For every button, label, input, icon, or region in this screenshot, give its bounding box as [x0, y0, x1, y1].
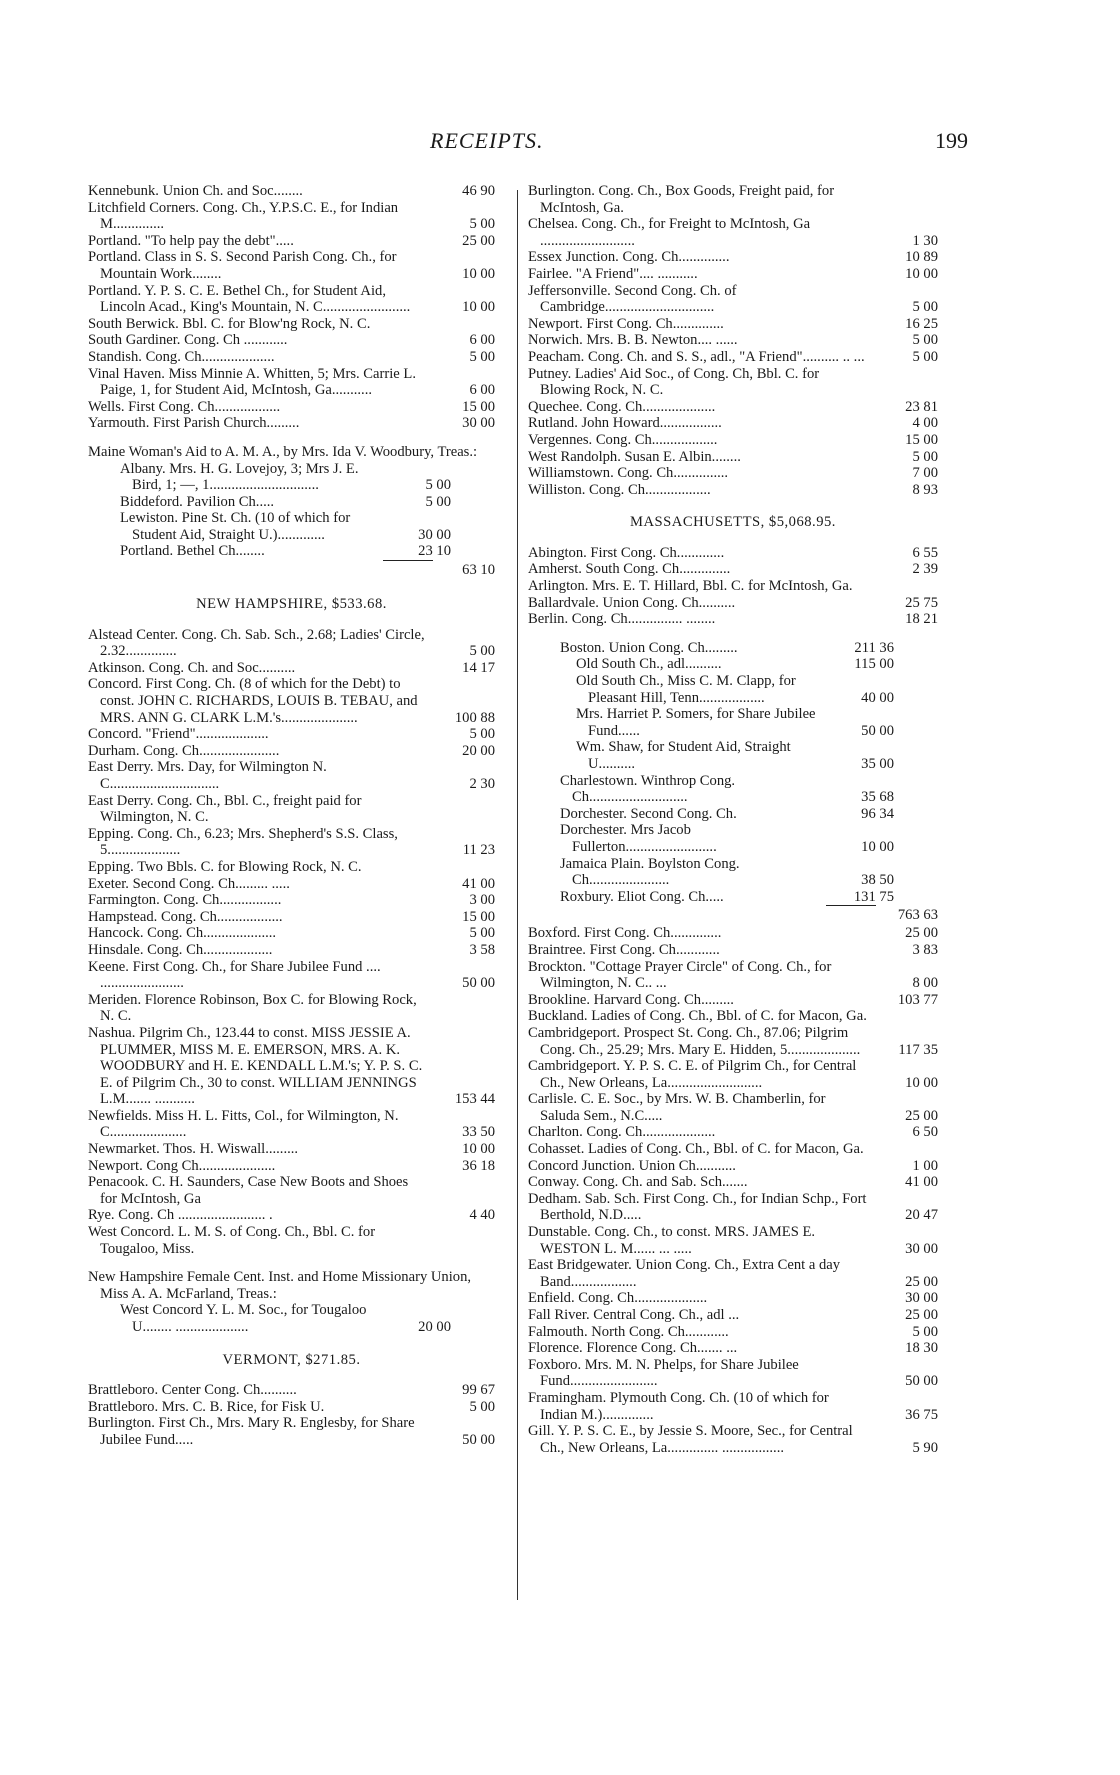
entry-amount: 3 00 — [469, 892, 495, 909]
entry-text: Albany. Mrs. H. G. Lovejoy, 3; Mrs J. E. Bird, 1; —, 1.............................. — [120, 460, 359, 494]
entry-text: Burlington. Cong. Ch., Box Goods, Freight paid, for McIntosh, Ga. — [528, 183, 835, 216]
entry-text: Carlisle. C. E. Soc., by Mrs. W. B. Chamberlin, for Saluda Sem., N.C..... — [528, 1091, 826, 1124]
entry-text: Alstead Center. Cong. Ch. Sab. Sch., 2.68; Ladies' Circle, 2.32.............. — [88, 626, 425, 660]
entry-text: East Derry. Cong. Ch., Bbl. C., freight paid for Wilmington, N. C. — [88, 792, 362, 826]
entry-amount: 5 00 — [425, 493, 451, 510]
entry-text: Rutland. John Howard................. — [528, 415, 722, 432]
receipt-entry — [88, 1025, 495, 1108]
receipt-entry — [528, 465, 938, 482]
receipt-entry — [528, 415, 938, 432]
running-title: RECEIPTS. — [430, 128, 544, 153]
entry-text: Biddeford. Pavilion Ch..... — [120, 493, 275, 510]
entry-text: Chelsea. Cong. Ch., for Freight to McIntosh, Ga .......................... — [528, 216, 811, 249]
receipt-entry — [88, 726, 495, 743]
receipt-entry — [88, 332, 495, 349]
receipt-entry — [528, 399, 938, 416]
entry-amount: 8 00 — [912, 975, 938, 992]
entry-text: Fall River. Central Cong. Ch., adl ... — [528, 1307, 740, 1323]
receipt-entry — [88, 1399, 495, 1416]
entry-text: Vinal Haven. Miss Minnie A. Whitten, 5; Mrs. Carrie L. Paige, 1, for Student Aid, McIntosh, Ga........... — [88, 365, 416, 399]
entry-text: Dorchester. Second Cong. Ch. — [560, 805, 737, 822]
entry-amount: 46 90 — [462, 183, 495, 199]
entry-amount: 30 00 — [905, 1240, 938, 1257]
entry-text: Vergennes. Cong. Ch.................. — [528, 431, 718, 448]
receipt-entry — [88, 1224, 495, 1257]
entry-amount: 2 30 — [469, 776, 495, 792]
receipt-entry — [528, 1224, 938, 1257]
entry-amount: 18 30 — [905, 1340, 938, 1357]
entry-text: Concord. "Friend".................... — [88, 726, 269, 743]
entry-text: Abington. First Cong. Ch............. — [528, 544, 725, 561]
receipt-entry — [528, 611, 938, 628]
entry-amount: 30 00 — [462, 415, 495, 432]
entry-text: Falmouth. North Cong. Ch............ — [528, 1323, 729, 1340]
entry-amount: 15 00 — [905, 431, 938, 448]
entry-text: Old South Ch., adl.......... — [576, 656, 722, 673]
receipt-entry — [88, 826, 495, 859]
receipt-entry — [88, 415, 495, 432]
entry-amount: 10 00 — [905, 265, 938, 282]
receipt-entry — [528, 856, 938, 889]
receipt-entry — [88, 316, 495, 333]
entry-amount: 11 23 — [462, 842, 495, 859]
receipt-entry — [88, 1174, 495, 1207]
entry-text: Brockton. "Cottage Prayer Circle" of Cong. Ch., for Wilmington, N. C.. ... — [528, 958, 832, 992]
entry-text: West Randolph. Susan E. Albin........ — [528, 448, 741, 465]
entry-text: Dorchester. Mrs Jacob Fullerton......................... — [560, 822, 717, 855]
entry-text: Buckland. Ladies of Cong. Ch., Bbl. of C. for Macon, Ga. — [528, 1008, 867, 1025]
entry-text: Penacook. C. H. Saunders, Case New Boots and Shoes for McIntosh, Ga — [88, 1174, 409, 1207]
entry-text: Ballardvale. Union Cong. Ch.......... — [528, 594, 736, 611]
entry-text: Cambridgeport. Prospect St. Cong. Ch., 87.06; Pilgrim Cong. Ch., 25.29; Mrs. Mary E. Hidden, 5.................... — [528, 1024, 861, 1058]
entry-amount: 5 00 — [912, 348, 938, 365]
entry-amount: 33 50 — [462, 1124, 495, 1141]
receipt-entry — [528, 1124, 938, 1141]
entry-text: Jamaica Plain. Boylston Cong. Ch...................... — [560, 855, 740, 889]
subtotal — [88, 560, 495, 580]
entry-text: Newfields. Miss H. L. Fitts, Col., for Wilmington, N. C..................... — [88, 1107, 399, 1141]
receipt-entry — [528, 1008, 938, 1025]
spacer — [528, 628, 938, 640]
receipt-entry — [528, 1141, 938, 1158]
entry-text: East Derry. Mrs. Day, for Wilmington N. C.............................. — [88, 759, 327, 792]
receipt-entry — [88, 859, 495, 876]
receipt-entry — [88, 909, 495, 926]
entry-amount: 5 00 — [469, 216, 495, 233]
entry-amount: 50 00 — [861, 722, 894, 739]
receipt-entry — [88, 1415, 495, 1448]
subtotal-amount: 763 63 — [897, 907, 938, 924]
receipt-entry — [88, 510, 495, 543]
receipt-entry — [88, 676, 495, 726]
receipt-entry — [528, 482, 938, 499]
entry-amount: 5 00 — [425, 477, 451, 494]
receipt-entry — [528, 249, 938, 266]
section-heading: MASSACHUSETTS, $5,068.95. — [630, 514, 836, 531]
entry-amount: 10 00 — [462, 1141, 495, 1158]
entry-text: Portland. "To help pay the debt"..... — [88, 232, 294, 249]
receipt-entry — [528, 1174, 938, 1191]
entry-amount: 6 55 — [912, 544, 938, 561]
entry-amount: 35 00 — [861, 756, 894, 772]
receipt-entry — [88, 543, 495, 560]
receipt-entry — [528, 1307, 938, 1324]
receipt-entry — [88, 1302, 495, 1335]
entry-amount: 5 00 — [912, 299, 938, 316]
entry-text: Concord. First Cong. Ch. (8 of which for the Debt) to const. JOHN C. RICHARDS, LOUIS B. TEBAU, and MRS. ANN G. CLARK L.M.'s..................... — [88, 676, 418, 726]
entry-amount: 6 00 — [469, 382, 495, 399]
entry-amount: 23 81 — [905, 398, 938, 415]
entry-text: Keene. First Cong. Ch., for Share Jubilee Fund .... ....................... — [88, 958, 381, 992]
entry-text: Concord Junction. Union Ch........... — [528, 1157, 736, 1174]
entry-text: Dunstable. Cong. Ch., to const. MRS. JAMES E. WESTON L. M...... ... ..... — [528, 1224, 816, 1257]
receipt-entry — [528, 942, 938, 959]
entry-amount: 2 39 — [912, 561, 938, 578]
section-heading: NEW HAMPSHIRE, $533.68. — [196, 596, 387, 613]
receipt-entry — [88, 892, 495, 909]
entry-text: Mrs. Harriet P. Somers, for Share Jubilee Fund...... — [576, 706, 816, 739]
group-intro — [88, 444, 495, 461]
entry-text: Portland. Class in S. S. Second Parish Cong. Ch., for Mountain Work........ — [88, 249, 397, 282]
entry-amount: 5 00 — [912, 1323, 938, 1340]
entry-amount: 18 21 — [905, 611, 938, 628]
entry-text: Dedham. Sab. Sch. First Cong. Ch., for Indian Schp., Fort Berthold, N.D..... — [528, 1190, 867, 1224]
entry-amount: 5 00 — [912, 448, 938, 465]
receipt-entry — [88, 1382, 495, 1399]
entry-text: Newport. First Cong. Ch.............. — [528, 315, 724, 332]
receipt-entry — [88, 759, 495, 792]
receipt-entry — [528, 739, 938, 772]
entry-text: Nashua. Pilgrim Ch., 123.44 to const. MISS JESSIE A. PLUMMER, MISS M. E. EMERSON, MRS. A. K. WOODBURY and H. E. KENDALL L.M.'s; Y. P. S. C. E. of Pilgrim Ch., 30 to const. WILLIAM JENNINGS L.M....... ........... — [88, 1024, 423, 1108]
entry-text: New Hampshire Female Cent. Inst. and Home Missionary Union, Miss A. A. McFarland, Treas.: — [88, 1269, 472, 1302]
entry-amount: 3 58 — [469, 941, 495, 958]
entry-text: Fairlee. "A Friend".... ........... — [528, 265, 698, 282]
entry-amount: 25 75 — [905, 594, 938, 611]
receipt-entry — [88, 200, 495, 233]
entry-amount: 6 50 — [912, 1124, 938, 1141]
receipt-entry — [88, 233, 495, 250]
entry-text: Durham. Cong. Ch...................... — [88, 742, 280, 759]
entry-amount: 10 00 — [905, 1074, 938, 1091]
entry-text: Berlin. Cong. Ch............... ........ — [528, 611, 716, 628]
entry-amount: 5 00 — [469, 726, 495, 743]
entry-amount: 7 00 — [912, 465, 938, 482]
entry-text: Atkinson. Cong. Ch. and Soc.......... — [88, 659, 296, 676]
entry-text: Maine Woman's Aid to A. M. A., by Mrs. Ida V. Woodbury, Treas.: — [88, 443, 478, 460]
entry-text: Charlton. Cong. Ch.................... — [528, 1124, 716, 1141]
entry-text: Hampstead. Cong. Ch.................. — [88, 908, 283, 925]
entry-amount: 10 00 — [861, 838, 894, 855]
entry-amount: 5 00 — [469, 348, 495, 365]
receipt-entry — [88, 366, 495, 399]
receipt-entry — [528, 706, 938, 739]
entry-amount: 115 00 — [854, 656, 894, 673]
entry-amount: 1 30 — [912, 232, 938, 249]
entry-amount: 50 00 — [905, 1373, 938, 1390]
entry-amount: 16 25 — [905, 315, 938, 332]
entry-text: Standish. Cong. Ch.................... — [88, 348, 275, 365]
entry-text: Braintree. First Cong. Ch............ — [528, 941, 720, 958]
receipt-entry — [528, 1025, 938, 1058]
receipt-entry — [528, 656, 938, 673]
entry-text: Epping. Cong. Ch., 6.23; Mrs. Shepherd's S.S. Class, 5.................... — [88, 825, 398, 859]
entry-amount: 25 00 — [905, 1307, 938, 1323]
entry-text: Hinsdale. Cong. Ch................... — [88, 941, 273, 958]
entry-text: Conway. Cong. Ch. and Sab. Sch....... — [528, 1174, 748, 1191]
entry-text: Quechee. Cong. Ch.................... — [528, 398, 716, 415]
entry-text: Newport. Cong Ch..................... — [88, 1157, 276, 1174]
entry-amount: 1 00 — [912, 1157, 938, 1174]
receipt-entry — [528, 1324, 938, 1341]
receipt-entry — [88, 461, 495, 494]
entry-amount: 20 47 — [905, 1207, 938, 1224]
entry-amount: 5 00 — [469, 643, 495, 660]
entry-amount: 38 50 — [861, 872, 894, 889]
receipt-entry — [528, 349, 938, 366]
entry-amount: 15 00 — [462, 908, 495, 925]
entry-amount: 153 44 — [454, 1091, 495, 1108]
receipt-entry — [528, 595, 938, 612]
entry-amount: 10 00 — [462, 265, 495, 282]
entry-text: Brattleboro. Mrs. C. B. Rice, for Fisk U. — [88, 1398, 325, 1415]
subtotal — [528, 905, 938, 925]
receipt-entry — [528, 449, 938, 466]
receipt-entry — [88, 1141, 495, 1158]
receipt-entry — [88, 925, 495, 942]
section-heading: VERMONT, $271.85. — [222, 1351, 361, 1368]
receipt-entry — [528, 925, 938, 942]
entry-text: Brookline. Harvard Cong. Ch......... — [528, 991, 734, 1008]
entry-amount: 30 00 — [905, 1290, 938, 1307]
entry-text: Lewiston. Pine St. Ch. (10 of which for Student Aid, Straight U.)............. — [120, 510, 351, 543]
receipt-entry — [88, 992, 495, 1025]
entry-amount: 96 34 — [861, 805, 894, 822]
entry-text: Williamstown. Cong. Ch............... — [528, 465, 729, 482]
receipt-entry — [88, 1207, 495, 1224]
entry-text: Boston. Union Cong. Ch......... — [560, 639, 738, 656]
receipt-entry — [528, 640, 938, 657]
entry-amount: 10 00 — [462, 299, 495, 316]
entry-amount: 5 00 — [912, 332, 938, 349]
receipt-entry — [528, 1290, 938, 1307]
receipt-entry — [528, 822, 938, 855]
receipt-entry — [528, 545, 938, 562]
subtotal-rule — [383, 560, 433, 561]
entry-text: Enfield. Cong. Ch.................... — [528, 1290, 708, 1307]
entry-amount: 5 00 — [469, 925, 495, 942]
receipt-entry — [528, 959, 938, 992]
receipt-entry — [88, 660, 495, 677]
entry-text: Portland. Y. P. S. C. E. Bethel Ch., for Student Aid, Lincoln Acad., King's Mountain, N. C........................ — [88, 282, 411, 316]
receipt-entry — [528, 1357, 938, 1390]
receipt-entry — [528, 889, 938, 906]
receipt-entry — [528, 266, 938, 283]
subtotal-rule — [826, 905, 876, 906]
receipt-entry — [528, 1158, 938, 1175]
entry-amount: 6 00 — [469, 332, 495, 349]
entry-text: Putney. Ladies' Aid Soc., of Cong. Ch, Bbl. C. for Blowing Rock, N. C. — [528, 365, 820, 399]
entry-amount: 14 17 — [462, 659, 495, 676]
entry-text: Cambridgeport. Y. P. S. C. E. of Pilgrim Ch., for Central Ch., New Orleans, La.......................... — [528, 1058, 857, 1091]
entry-text: Florence. Florence Cong. Ch....... ... — [528, 1340, 738, 1357]
receipt-entry — [88, 793, 495, 826]
entry-amount: 4 40 — [469, 1207, 495, 1224]
entry-text: Williston. Cong. Ch.................. — [528, 481, 711, 498]
entry-text: Meriden. Florence Robinson, Box C. for Blowing Rock, N. C. — [88, 991, 417, 1025]
entry-amount: 15 00 — [462, 398, 495, 415]
entry-text: West Concord. L. M. S. of Cong. Ch., Bbl. C. for Tougaloo, Miss. — [88, 1224, 376, 1257]
spacer — [88, 432, 495, 444]
entry-text: West Concord Y. L. M. Soc., for Tougaloo U........ .................... — [120, 1302, 367, 1335]
entry-amount: 117 35 — [898, 1041, 938, 1058]
entry-amount: 50 00 — [462, 975, 495, 992]
entry-text: Hancock. Cong. Ch.................... — [88, 925, 277, 942]
receipt-entry — [528, 1390, 938, 1423]
entry-amount: 50 00 — [462, 1431, 495, 1448]
entry-text: South Gardiner. Cong. Ch ............ — [88, 332, 288, 349]
receipt-entry — [88, 942, 495, 959]
receipt-entry — [528, 366, 938, 399]
entry-amount: 3 83 — [912, 941, 938, 958]
spacer — [88, 1257, 495, 1269]
entry-amount: 40 00 — [861, 689, 894, 706]
entry-text: Wells. First Cong. Ch.................. — [88, 398, 281, 415]
entry-text: Essex Junction. Cong. Ch.............. — [528, 249, 730, 266]
left-column — [88, 183, 495, 1449]
entry-amount: 41 00 — [905, 1174, 938, 1191]
entry-amount: 99 67 — [462, 1382, 495, 1399]
entry-amount: 5 00 — [469, 1398, 495, 1415]
receipt-entry — [88, 743, 495, 760]
receipt-entry — [528, 673, 938, 706]
entry-amount: 36 75 — [905, 1406, 938, 1423]
receipt-entry — [528, 1058, 938, 1091]
entry-text: Kennebunk. Union Ch. and Soc........ — [88, 183, 303, 199]
entry-text: Framingham. Plymouth Cong. Ch. (10 of which for Indian M.).............. — [528, 1389, 829, 1423]
receipt-entry — [528, 1423, 938, 1456]
receipt-entry — [528, 578, 938, 595]
receipt-entry — [88, 627, 495, 660]
receipt-entry — [528, 332, 938, 349]
entry-text: Burlington. First Ch., Mrs. Mary R. Englesby, for Share Jubilee Fund..... — [88, 1415, 415, 1448]
entry-amount: 20 00 — [462, 742, 495, 759]
entry-amount: 25 00 — [905, 925, 938, 942]
entry-text: Wm. Shaw, for Student Aid, Straight U.......... — [576, 739, 791, 772]
entry-amount: 36 18 — [462, 1157, 495, 1174]
receipt-entry — [88, 349, 495, 366]
entry-text: Litchfield Corners. Cong. Ch., Y.P.S.C. E., for Indian M.............. — [88, 199, 399, 233]
entry-amount: 131 75 — [853, 888, 894, 905]
entry-text: Brattleboro. Center Cong. Ch.......... — [88, 1382, 297, 1399]
subtotal-amount: 63 10 — [462, 562, 495, 579]
entry-amount: 10 89 — [905, 249, 938, 266]
receipt-entry — [88, 1108, 495, 1141]
receipt-entry — [528, 283, 938, 316]
entry-amount: 4 00 — [912, 415, 938, 432]
entry-amount: 35 68 — [861, 789, 894, 806]
entry-text: Jeffersonville. Second Cong. Ch. of Cambridge.............................. — [528, 282, 737, 316]
receipt-entry — [528, 216, 938, 249]
receipt-entry — [88, 876, 495, 893]
entry-text: Old South Ch., Miss C. M. Clapp, for Pleasant Hill, Tenn.................. — [576, 673, 796, 706]
receipt-entry — [528, 773, 938, 806]
entry-amount: 8 93 — [912, 481, 938, 498]
entry-text: Rye. Cong. Ch ........................ . — [88, 1207, 273, 1224]
entry-text: East Bridgewater. Union Cong. Ch., Extra Cent a day Band.................. — [528, 1257, 841, 1290]
running-head — [0, 128, 1120, 168]
entry-text: Portland. Bethel Ch........ — [120, 543, 265, 560]
entry-amount: 5 90 — [912, 1439, 938, 1456]
receipt-entry — [528, 806, 938, 823]
receipt-entry — [528, 1191, 938, 1224]
entry-amount: 103 77 — [897, 991, 938, 1008]
column-divider — [517, 190, 518, 1600]
receipt-entry — [528, 316, 938, 333]
receipt-entry — [528, 1340, 938, 1357]
entry-text: Amherst. South Cong. Ch.............. — [528, 561, 731, 578]
entry-text: Gill. Y. P. S. C. E., by Jessie S. Moore, Sec., for Central Ch., New Orleans, La.............. ................. — [528, 1423, 853, 1456]
entry-text: Norwich. Mrs. B. B. Newton.... ...... — [528, 332, 738, 349]
entry-text: Exeter. Second Cong. Ch......... ..... — [88, 875, 290, 892]
entry-amount: 25 00 — [905, 1107, 938, 1124]
entry-text: Farmington. Cong. Ch................. — [88, 892, 282, 909]
receipt-entry — [88, 183, 495, 200]
receipt-entry — [88, 283, 495, 316]
entry-amount: 20 00 — [418, 1319, 451, 1335]
right-column — [528, 183, 938, 1456]
entry-text: Newmarket. Thos. H. Wiswall......... — [88, 1141, 299, 1158]
entry-amount: 211 36 — [854, 639, 894, 656]
receipt-entry — [528, 432, 938, 449]
receipt-entry — [88, 959, 495, 992]
entry-text: South Berwick. Bbl. C. for Blow'ng Rock, N. C. — [88, 315, 371, 332]
page-number: 199 — [935, 128, 968, 153]
receipt-entry — [528, 183, 938, 216]
entry-text: Arlington. Mrs. E. T. Hillard, Bbl. C. for McIntosh, Ga. — [528, 578, 853, 595]
entry-amount: 25 00 — [462, 232, 495, 249]
entry-amount: 23 10 — [418, 543, 451, 560]
receipt-entry — [528, 561, 938, 578]
receipt-entry — [528, 992, 938, 1009]
entry-text: Roxbury. Eliot Cong. Ch..... — [560, 888, 724, 905]
entry-text: Boxford. First Cong. Ch.............. — [528, 925, 722, 942]
entry-amount: 41 00 — [462, 875, 495, 892]
entry-text: Foxboro. Mrs. M. N. Phelps, for Share Jubilee Fund........................ — [528, 1356, 799, 1390]
entry-amount: 100 88 — [454, 709, 495, 726]
receipt-entry — [88, 1158, 495, 1175]
entry-text: Cohasset. Ladies of Cong. Ch., Bbl. of C. for Macon, Ga. — [528, 1141, 864, 1158]
receipt-entry — [88, 399, 495, 416]
entry-amount: 25 00 — [905, 1273, 938, 1290]
entry-text: Epping. Two Bbls. C. for Blowing Rock, N. C. — [88, 858, 362, 875]
entry-text: Yarmouth. First Parish Church......... — [88, 415, 300, 432]
entry-text: Peacham. Cong. Ch. and S. S., adl., "A Friend".......... .. ... — [528, 348, 865, 365]
group-intro — [88, 1269, 495, 1302]
entry-text: Charlestown. Winthrop Cong. Ch........................... — [560, 772, 736, 806]
receipt-entry — [528, 1091, 938, 1124]
receipt-entry — [88, 494, 495, 511]
receipt-entry — [88, 249, 495, 282]
entry-amount: 30 00 — [418, 526, 451, 543]
receipt-entry — [528, 1257, 938, 1290]
